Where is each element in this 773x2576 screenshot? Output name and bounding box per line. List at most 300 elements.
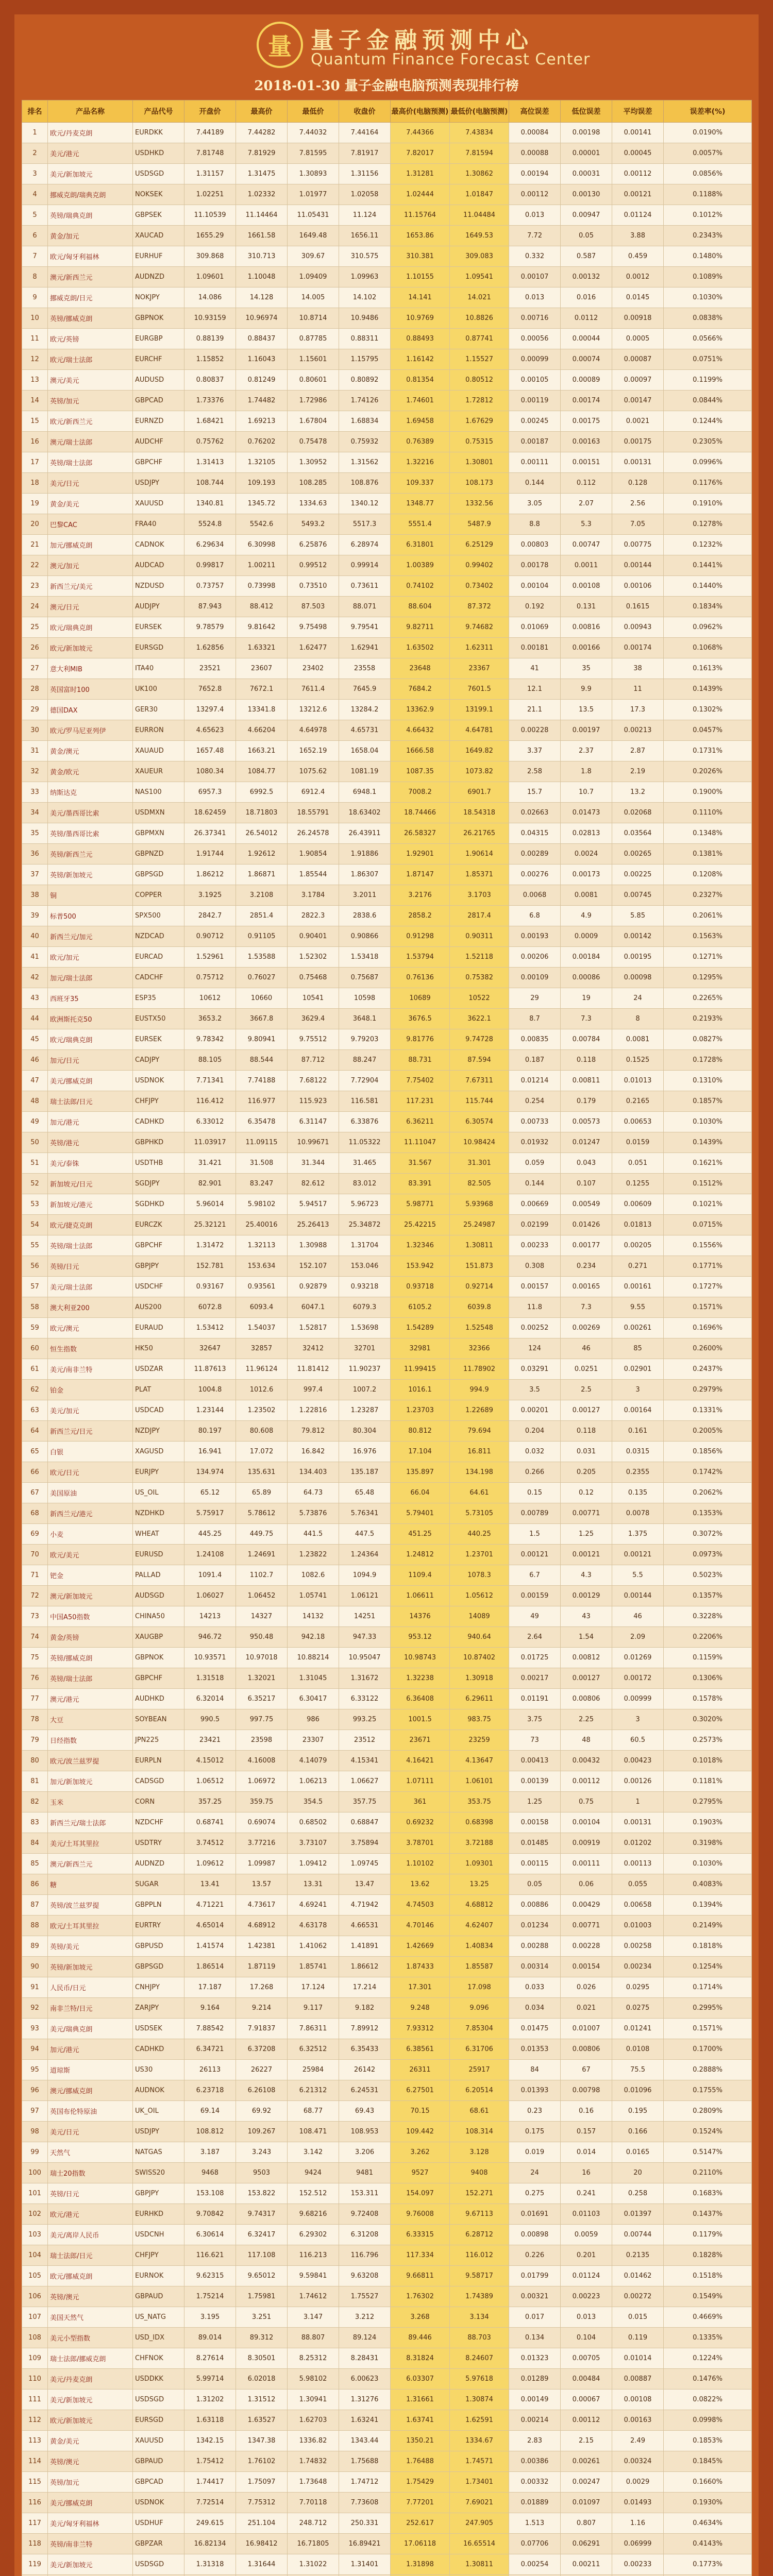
table-cell: 1.24108	[184, 1545, 236, 1565]
table-cell: 0.80601	[288, 370, 339, 391]
table-cell: 99	[22, 2142, 48, 2163]
table-cell: 26227	[236, 2060, 288, 2080]
table-cell: 6901.7	[450, 782, 509, 803]
table-cell: 10.87402	[450, 1648, 509, 1668]
table-cell: SGDJPY	[133, 1174, 184, 1194]
table-cell: 0.0998%	[664, 2410, 752, 2431]
table-cell: 0.00131	[612, 1812, 664, 1833]
table-cell: 0.00413	[509, 1751, 561, 1771]
table-cell: 1.16142	[391, 349, 450, 370]
table-cell: 135.187	[339, 1462, 391, 1483]
table-cell: 英镑/瑞士法郎	[48, 1668, 133, 1689]
table-row	[22, 535, 752, 555]
table-cell: 66	[22, 1462, 48, 1483]
table-cell: 瑞士法郎/日元	[48, 2245, 133, 2266]
table-cell: 5	[22, 205, 48, 226]
table-row	[22, 1132, 752, 1153]
table-cell: 23402	[288, 658, 339, 679]
table-cell: 6.32512	[288, 2039, 339, 2060]
table-cell: 10.88214	[288, 1648, 339, 1668]
table-cell: 1.72986	[288, 391, 339, 411]
table-cell: 60.5	[612, 1730, 664, 1751]
table-cell: EURRON	[133, 720, 184, 741]
table-cell: 1.54	[561, 1627, 612, 1648]
table-cell: 17.06118	[391, 2534, 450, 2554]
table-cell: 6039.8	[450, 1297, 509, 1318]
table-cell: 2.07	[561, 494, 612, 514]
table-cell: 1.85371	[450, 865, 509, 885]
table-cell: 7.89912	[339, 2019, 391, 2039]
table-cell: 0.1306%	[664, 1668, 752, 1689]
table-cell: 5542.6	[236, 514, 288, 535]
table-cell: 0.051	[612, 1153, 664, 1174]
table-cell: 0.01323	[509, 2348, 561, 2369]
table-cell: 0.92714	[450, 1277, 509, 1297]
table-cell: 252.617	[391, 2513, 450, 2534]
table-cell: 1.67804	[288, 411, 339, 432]
table-cell: 5.73876	[288, 1503, 339, 1524]
table-cell: 983.75	[450, 1709, 509, 1730]
table-cell: 0.00195	[612, 947, 664, 968]
table-row	[22, 2534, 752, 2554]
table-cell: 26.54012	[236, 823, 288, 844]
table-cell: 6.20514	[450, 2080, 509, 2101]
table-cell: 0.1613%	[664, 658, 752, 679]
table-cell: 6.30998	[236, 535, 288, 555]
table-cell: 0.80512	[450, 370, 509, 391]
table-cell: 1345.72	[236, 494, 288, 514]
table-cell: 黄金/澳元	[48, 741, 133, 761]
table-cell: 3.2176	[391, 885, 450, 906]
table-cell: 9481	[339, 2163, 391, 2183]
table-cell: 0.00233	[612, 2554, 664, 2575]
table-cell: US30	[133, 2060, 184, 2080]
table-cell: 0.192	[509, 597, 561, 617]
table-row	[22, 205, 752, 226]
table-cell: 0.807	[561, 2513, 612, 2534]
table-cell: 1.75688	[339, 2451, 391, 2472]
table-cell: 31.465	[339, 1153, 391, 1174]
table-cell: 997.4	[288, 1380, 339, 1400]
table-cell: 欧元/瑞典克朗	[48, 617, 133, 638]
table-cell: 88.247	[339, 1050, 391, 1071]
table-cell: FRA40	[133, 514, 184, 535]
table-cell: 美元小型指数	[48, 2328, 133, 2348]
table-cell: 1.52302	[288, 947, 339, 968]
table-cell: 9.81642	[236, 617, 288, 638]
table-cell: 29	[509, 988, 561, 1009]
table-cell: CADNOK	[133, 535, 184, 555]
table-cell: 23307	[288, 1730, 339, 1751]
table-cell: 37	[22, 865, 48, 885]
table-cell: 18.63402	[339, 803, 391, 823]
table-cell: 64.73	[288, 1483, 339, 1503]
table-cell: 109.267	[236, 2122, 288, 2142]
table-cell: 5.97618	[450, 2369, 509, 2389]
table-cell: 79	[22, 1730, 48, 1751]
table-cell: 澳元/新西兰元	[48, 267, 133, 287]
table-cell: 41	[22, 947, 48, 968]
table-cell: 11.8	[509, 1297, 561, 1318]
table-cell: 25.24987	[450, 1215, 509, 1235]
column-header: 收盘价	[339, 100, 391, 123]
table-cell: 0.5147%	[664, 2142, 752, 2163]
table-cell: 1.30801	[450, 452, 509, 473]
table-cell: 135.631	[236, 1462, 288, 1483]
table-cell: 106	[22, 2286, 48, 2307]
table-cell: 0.01096	[612, 2080, 664, 2101]
table-cell: 1663.21	[236, 741, 288, 761]
table-cell: 117.334	[391, 2245, 450, 2266]
table-cell: 0.02068	[612, 803, 664, 823]
table-cell: 9.78579	[184, 617, 236, 638]
table-cell: 6912.4	[288, 782, 339, 803]
table-cell: 1.74832	[288, 2451, 339, 2472]
table-cell: 美元/泰铢	[48, 1153, 133, 1174]
table-cell: 0.017	[509, 2307, 561, 2328]
table-cell: 1.32238	[391, 1668, 450, 1689]
table-cell: 14.086	[184, 287, 236, 308]
table-cell: 0.00154	[561, 1957, 612, 1977]
table-cell: 0.0715%	[664, 1215, 752, 1235]
table-cell: 0.00141	[612, 123, 664, 143]
table-cell: 0.00157	[509, 1277, 561, 1297]
table-cell: USDTHB	[133, 1153, 184, 1174]
table-cell: 0.1110%	[664, 803, 752, 823]
table-cell: 6.23718	[184, 2080, 236, 2101]
table-cell: 0.00067	[561, 2389, 612, 2410]
table-cell: 4.71221	[184, 1895, 236, 1916]
table-cell: 0.01234	[509, 1916, 561, 1936]
table-cell: 7.91837	[236, 2019, 288, 2039]
table-cell: 0.00276	[509, 865, 561, 885]
table-cell: 0.00181	[509, 638, 561, 658]
table-cell: 英镑/墨西哥比索	[48, 823, 133, 844]
table-cell: 1075.62	[288, 761, 339, 782]
table-cell: GBPAUD	[133, 2451, 184, 2472]
table-cell: 4.63178	[288, 1916, 339, 1936]
table-cell: 1004.8	[184, 1380, 236, 1400]
table-cell: 59	[22, 1318, 48, 1338]
table-cell: 0.01393	[509, 2080, 561, 2101]
table-cell: 0.93718	[391, 1277, 450, 1297]
table-cell: 1656.11	[339, 226, 391, 246]
table-cell: 2842.7	[184, 906, 236, 926]
table-row	[22, 555, 752, 576]
table-cell: 0.87785	[288, 329, 339, 349]
table-cell: 0.2888%	[664, 2060, 752, 2080]
table-cell: 17.124	[288, 1977, 339, 1998]
table-cell: 1.30811	[450, 2554, 509, 2575]
table-cell: 58	[22, 1297, 48, 1318]
table-cell: 65.48	[339, 1483, 391, 1503]
table-cell: 1.30874	[450, 2389, 509, 2410]
table-cell: 9.74317	[236, 2204, 288, 2225]
table-cell: CADSGD	[133, 1771, 184, 1792]
table-row	[22, 1338, 752, 1359]
table-cell: 0.1563%	[664, 926, 752, 947]
table-cell: 6047.1	[288, 1297, 339, 1318]
table-cell: 1.31512	[236, 2389, 288, 2410]
table-cell: 1.52118	[450, 947, 509, 968]
table-cell: 1.74612	[288, 2286, 339, 2307]
table-cell: 0.90866	[339, 926, 391, 947]
table-cell: 德国DAX	[48, 700, 133, 720]
table-cell: 欧元/港元	[48, 2204, 133, 2225]
table-cell: 0.019	[509, 2142, 561, 2163]
table-cell: 0.1030%	[664, 1112, 752, 1132]
table-cell: 0.0827%	[664, 1029, 752, 1050]
table-cell: 64	[22, 1421, 48, 1442]
table-cell: 1081.19	[339, 761, 391, 782]
table-row	[22, 1462, 752, 1483]
table-cell: 0.00705	[561, 2348, 612, 2369]
table-cell: 0.134	[509, 2328, 561, 2348]
table-cell: 26113	[184, 2060, 236, 2080]
table-cell: 31.421	[184, 1153, 236, 1174]
table-cell: 0.05	[509, 1874, 561, 1895]
table-cell: 13.62	[391, 1874, 450, 1895]
table-cell: 10660	[236, 988, 288, 1009]
table-cell: 0.459	[612, 246, 664, 267]
table-cell: 南非兰特/日元	[48, 1998, 133, 2019]
table-cell: 57	[22, 1277, 48, 1297]
table-cell: 1.75429	[391, 2472, 450, 2493]
table-cell: 82.612	[288, 1174, 339, 1194]
table-cell: 7.44189	[184, 123, 236, 143]
table-cell: USDDKK	[133, 2369, 184, 2389]
table-cell: 56	[22, 1256, 48, 1277]
table-cell: 0.00609	[612, 1194, 664, 1215]
table-cell: 31	[22, 741, 48, 761]
table-cell: 4.66204	[236, 720, 288, 741]
table-cell: 26142	[339, 2060, 391, 2080]
table-cell: GBPCHF	[133, 452, 184, 473]
table-cell: 1.00211	[236, 555, 288, 576]
table-cell: 15.7	[509, 782, 561, 803]
table-cell: 0.68398	[450, 1812, 509, 1833]
table-cell: 4	[22, 184, 48, 205]
table-cell: 117.108	[236, 2245, 288, 2266]
table-cell: 7.72	[509, 226, 561, 246]
table-cell: 9468	[184, 2163, 236, 2183]
table-cell: 0.00321	[509, 2286, 561, 2307]
table-cell: 5.75917	[184, 1503, 236, 1524]
table-cell: 4.64781	[450, 720, 509, 741]
table-row	[22, 226, 752, 246]
table-cell: 0.00166	[561, 638, 612, 658]
table-cell: 0.75382	[450, 968, 509, 988]
table-row	[22, 1256, 752, 1277]
table-cell: 0.68741	[184, 1812, 236, 1833]
table-cell: 88.604	[391, 597, 450, 617]
table-cell: 0.02901	[612, 1359, 664, 1380]
table-row	[22, 1895, 752, 1916]
table-cell: 0.587	[561, 246, 612, 267]
table-cell: 英镑/澳元	[48, 2451, 133, 2472]
table-cell: 0.1030%	[664, 287, 752, 308]
table-cell: 欧元/新西兰元	[48, 411, 133, 432]
table-cell: 152.512	[288, 2183, 339, 2204]
table-cell: 新西兰元/日元	[48, 1421, 133, 1442]
table-cell: 0.00174	[612, 638, 664, 658]
table-cell: 0.00265	[612, 844, 664, 865]
table-cell: 0.00999	[612, 1689, 664, 1709]
table-cell: 0.00098	[612, 968, 664, 988]
table-cell: 0.1549%	[664, 2286, 752, 2307]
table-cell: 0.00943	[612, 617, 664, 638]
table-cell: 5.78612	[236, 1503, 288, 1524]
table-cell: 6079.3	[339, 1297, 391, 1318]
table-cell: 0.166	[612, 2122, 664, 2142]
table-cell: 117.231	[391, 1091, 450, 1112]
table-cell: 1661.58	[236, 226, 288, 246]
table-cell: 1340.12	[339, 494, 391, 514]
table-cell: 69	[22, 1524, 48, 1545]
table-cell: 0.00324	[612, 2451, 664, 2472]
table-cell: 0.234	[561, 1256, 612, 1277]
table-cell: 7.72514	[184, 2493, 236, 2513]
table-cell: 89.124	[339, 2328, 391, 2348]
table-cell: 3667.8	[236, 1009, 288, 1029]
table-row	[22, 1565, 752, 1586]
table-cell: 0.131	[561, 597, 612, 617]
table-cell: SPX500	[133, 906, 184, 926]
table-cell: 32857	[236, 1338, 288, 1359]
table-cell: 6948.1	[339, 782, 391, 803]
table-cell: 0.00789	[509, 1503, 561, 1524]
table-cell: 黄金/加元	[48, 226, 133, 246]
table-cell: 1.86612	[339, 1957, 391, 1977]
table-cell: 80.197	[184, 1421, 236, 1442]
table-cell: 1091.4	[184, 1565, 236, 1586]
table-cell: 1.74389	[450, 2286, 509, 2307]
table-cell: 1.69458	[391, 411, 450, 432]
table-cell: 9.68216	[288, 2204, 339, 2225]
table-cell: 0.1845%	[664, 2451, 752, 2472]
table-cell: 0.0068	[509, 885, 561, 906]
table-cell: 6093.4	[236, 1297, 288, 1318]
table-cell: 5.5	[612, 1565, 664, 1586]
table-row	[22, 1442, 752, 1462]
table-cell: 8.8	[509, 514, 561, 535]
table-cell: 1.15852	[184, 349, 236, 370]
table-cell: 1.54037	[236, 1318, 288, 1338]
table-row	[22, 164, 752, 184]
table-cell: 1.52548	[450, 1318, 509, 1338]
table-cell: 1.68834	[339, 411, 391, 432]
table-cell: 7.68122	[288, 1071, 339, 1091]
table-cell: 1.30893	[288, 164, 339, 184]
table-cell: 0.175	[509, 2122, 561, 2142]
table-row	[22, 267, 752, 287]
table-cell: GBPUSD	[133, 1936, 184, 1957]
table-cell: CORN	[133, 1792, 184, 1812]
table-cell: 7.85304	[450, 2019, 509, 2039]
table-cell: 32647	[184, 1338, 236, 1359]
table-cell: 1.09612	[184, 1854, 236, 1874]
table-cell: 1.74126	[339, 391, 391, 411]
table-cell: 10.99671	[288, 1132, 339, 1153]
table-cell: NZDJPY	[133, 1421, 184, 1442]
table-cell: 13284.2	[339, 700, 391, 720]
table-cell: 1084.77	[236, 761, 288, 782]
table-cell: 11.14464	[236, 205, 288, 226]
table-cell: 0.00784	[561, 1029, 612, 1050]
table-cell: 1.73648	[288, 2472, 339, 2493]
table-cell: 0.00187	[509, 432, 561, 452]
table-cell: 43	[561, 1606, 612, 1627]
table-cell: 0.73402	[450, 576, 509, 597]
table-cell: 0.1683%	[664, 2183, 752, 2204]
table-cell: 11.04484	[450, 205, 509, 226]
table-cell: 0.00771	[561, 1503, 612, 1524]
table-cell: 1078.3	[450, 1565, 509, 1586]
table-cell: 1.06121	[339, 1586, 391, 1606]
table-cell: CHFJPY	[133, 2245, 184, 2266]
table-cell: 英镑/加元	[48, 2472, 133, 2493]
table-cell: 0.04315	[509, 823, 561, 844]
table-cell: 10.93159	[184, 308, 236, 329]
table-cell: 109	[22, 2348, 48, 2369]
table-cell: 4.13647	[450, 1751, 509, 1771]
table-cell: ZARJPY	[133, 1998, 184, 2019]
table-cell: 0.1857%	[664, 1091, 752, 1112]
table-cell: 70	[22, 1545, 48, 1565]
table-cell: 0.00289	[509, 844, 561, 865]
table-cell: 1.85587	[450, 1957, 509, 1977]
table-cell: 美元/匈牙利福林	[48, 2513, 133, 2534]
table-row	[22, 391, 752, 411]
table-cell: 947.33	[339, 1627, 391, 1648]
table-cell: 0.1089%	[664, 267, 752, 287]
table-cell: 0.161	[612, 1421, 664, 1442]
table-cell: JPN225	[133, 1730, 184, 1751]
table-cell: 88	[22, 1916, 48, 1936]
table-cell: 1.30988	[288, 1235, 339, 1256]
table-cell: 9.74682	[450, 617, 509, 638]
table-cell: 9.214	[236, 1998, 288, 2019]
table-row	[22, 926, 752, 947]
table-cell: 89.446	[391, 2328, 450, 2348]
table-cell: 12	[22, 349, 48, 370]
table-cell: 49	[22, 1112, 48, 1132]
table-cell: 0.02199	[509, 1215, 561, 1235]
table-cell: 108.876	[339, 473, 391, 494]
table-cell: 0.88139	[184, 329, 236, 349]
table-cell: 357.25	[184, 1792, 236, 1812]
table-cell: 1.23703	[391, 1400, 450, 1421]
table-cell: 0.75712	[184, 968, 236, 988]
table-cell: 23598	[236, 1730, 288, 1751]
table-cell: 6.36211	[391, 1112, 450, 1132]
table-cell: 美元/加元	[48, 1400, 133, 1421]
table-cell: 88.544	[236, 1050, 288, 1071]
table-cell: 0.00213	[612, 720, 664, 741]
table-cell: 1.90614	[450, 844, 509, 865]
table-cell: 0.00130	[561, 184, 612, 205]
table-cell: 0.00775	[612, 535, 664, 555]
table-cell: XAUGBP	[133, 1627, 184, 1648]
table-cell: 1658.04	[339, 741, 391, 761]
table-cell: 0.1578%	[664, 1689, 752, 1709]
table-cell: 1342.15	[184, 2431, 236, 2451]
table-cell: 21.1	[509, 700, 561, 720]
table-cell: 0.76136	[391, 968, 450, 988]
table-cell: 1.86307	[339, 865, 391, 885]
table-cell: 45	[22, 1029, 48, 1050]
table-row	[22, 2163, 752, 2183]
